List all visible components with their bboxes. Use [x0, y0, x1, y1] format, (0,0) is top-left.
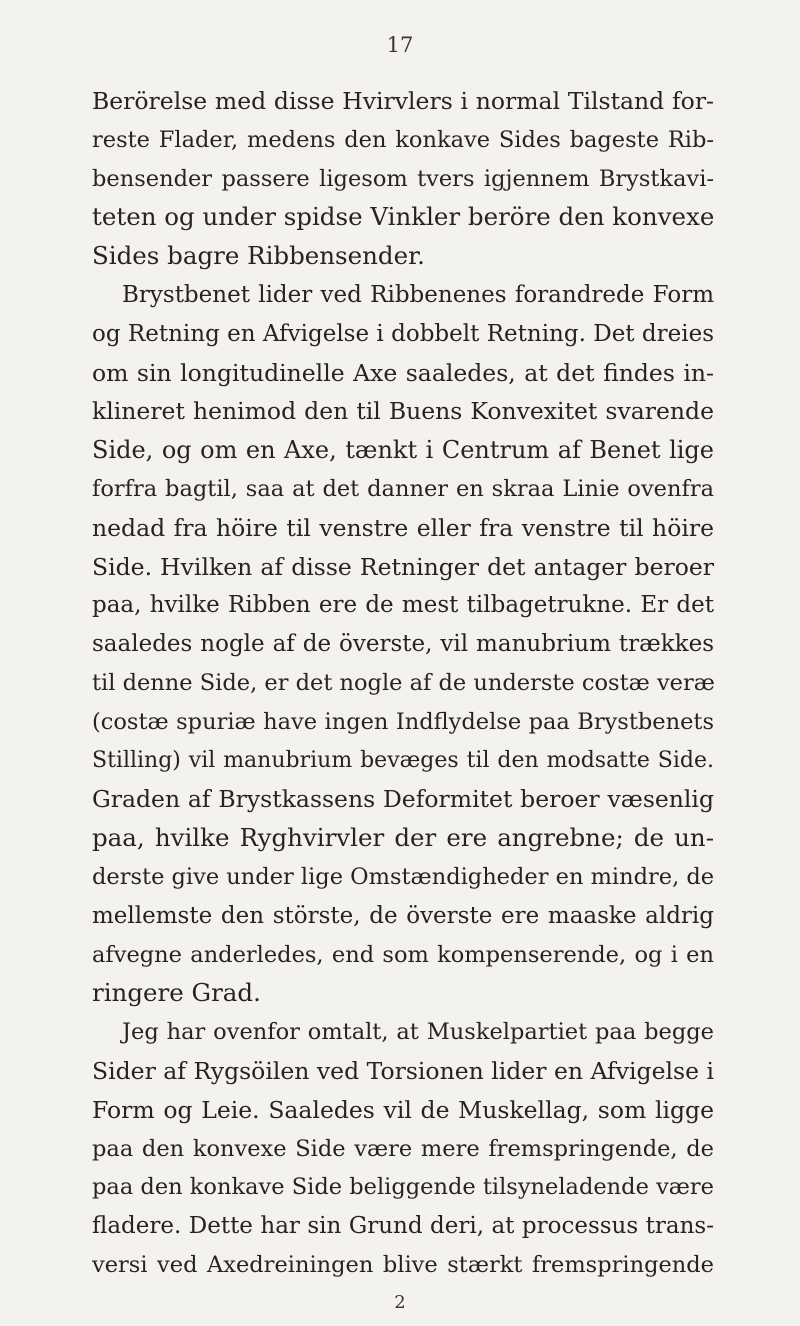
text-line: Sider af Rygsöilen ved Torsionen lider en Afvigelse i	[92, 1056, 714, 1085]
text-line: til denne Side, er det nogle af de underste costæ veræ	[92, 669, 715, 696]
text-line: afvegne anderledes, end som kompenserende, og i en	[92, 941, 714, 968]
signature-mark: 2	[394, 1292, 406, 1313]
text-line: Sides bagre Ribbensender.	[92, 241, 425, 271]
text-line: teten og under spidse Vinkler beröre den konvexe	[92, 202, 715, 232]
text-line: paa, hvilke Ryghvirvler der ere angrebne; de un-	[92, 823, 714, 853]
text-line: Graden af Brystkassens Deformitet beroer væsenlig	[92, 785, 714, 814]
text-line: ringere Grad.	[92, 978, 261, 1008]
text-line: (costæ spuriæ have ingen Indflydelse paa Brystbenets	[92, 708, 714, 735]
text-line: reste Flader, medens den konkave Sides bageste Rib-	[92, 126, 714, 153]
text-line: Form og Leie. Saaledes vil de Muskellag, som ligge	[92, 1095, 714, 1124]
text-line: om sin longitudinelle Axe saaledes, at det findes in-	[92, 358, 714, 387]
text-line: Jeg har ovenfor omtalt, at Muskelpartiet paa begge	[122, 1019, 714, 1046]
page-number: 17	[386, 33, 414, 57]
text-line: paa den konkave Side beliggende tilsyneladende være	[92, 1174, 714, 1201]
text-line: versi ved Axedreiningen blive stærkt fremspringende	[92, 1251, 714, 1278]
body-text	[92, 82, 714, 1285]
text-line: mellemste den störste, de överste ere maaske aldrig	[92, 902, 714, 929]
text-line: saaledes nogle af de överste, vil manubrium trækkes	[92, 631, 714, 658]
text-line: paa den konvexe Side være mere fremspringende, de	[92, 1135, 714, 1162]
text-line: nedad fra höire til venstre eller fra venstre til höire	[92, 513, 714, 542]
text-line: paa, hvilke Ribben ere de mest tilbagetrukne. Er det	[92, 592, 714, 619]
text-line: Side, og om en Axe, tænkt i Centrum af Benet lige	[92, 436, 714, 465]
text-line: bensender passere ligesom tvers igjennem Brystkavi-	[92, 165, 714, 192]
text-line: Side. Hvilken af disse Retninger det antager beroer	[92, 552, 714, 581]
text-line: Brystbenet lider ved Ribbenenes forandrede Form	[122, 281, 714, 308]
text-line: fladere. Dette har sin Grund deri, at processus trans-	[92, 1213, 714, 1240]
text-line: Stilling) vil manubrium bevæges til den modsatte Side.	[92, 747, 714, 773]
text-line: Berörelse med disse Hvirvlers i normal Tilstand for-	[92, 87, 714, 115]
text-line: forfra bagtil, saa at det danner en skraa Linie ovenfra	[92, 475, 714, 502]
text-line: derste give under lige Omstændigheder en mindre, de	[92, 863, 715, 890]
text-line: og Retning en Afvigelse i dobbelt Retning. Det dreies	[92, 320, 714, 347]
text-line: klineret henimod den til Buens Konvexitet svarende	[92, 397, 714, 426]
